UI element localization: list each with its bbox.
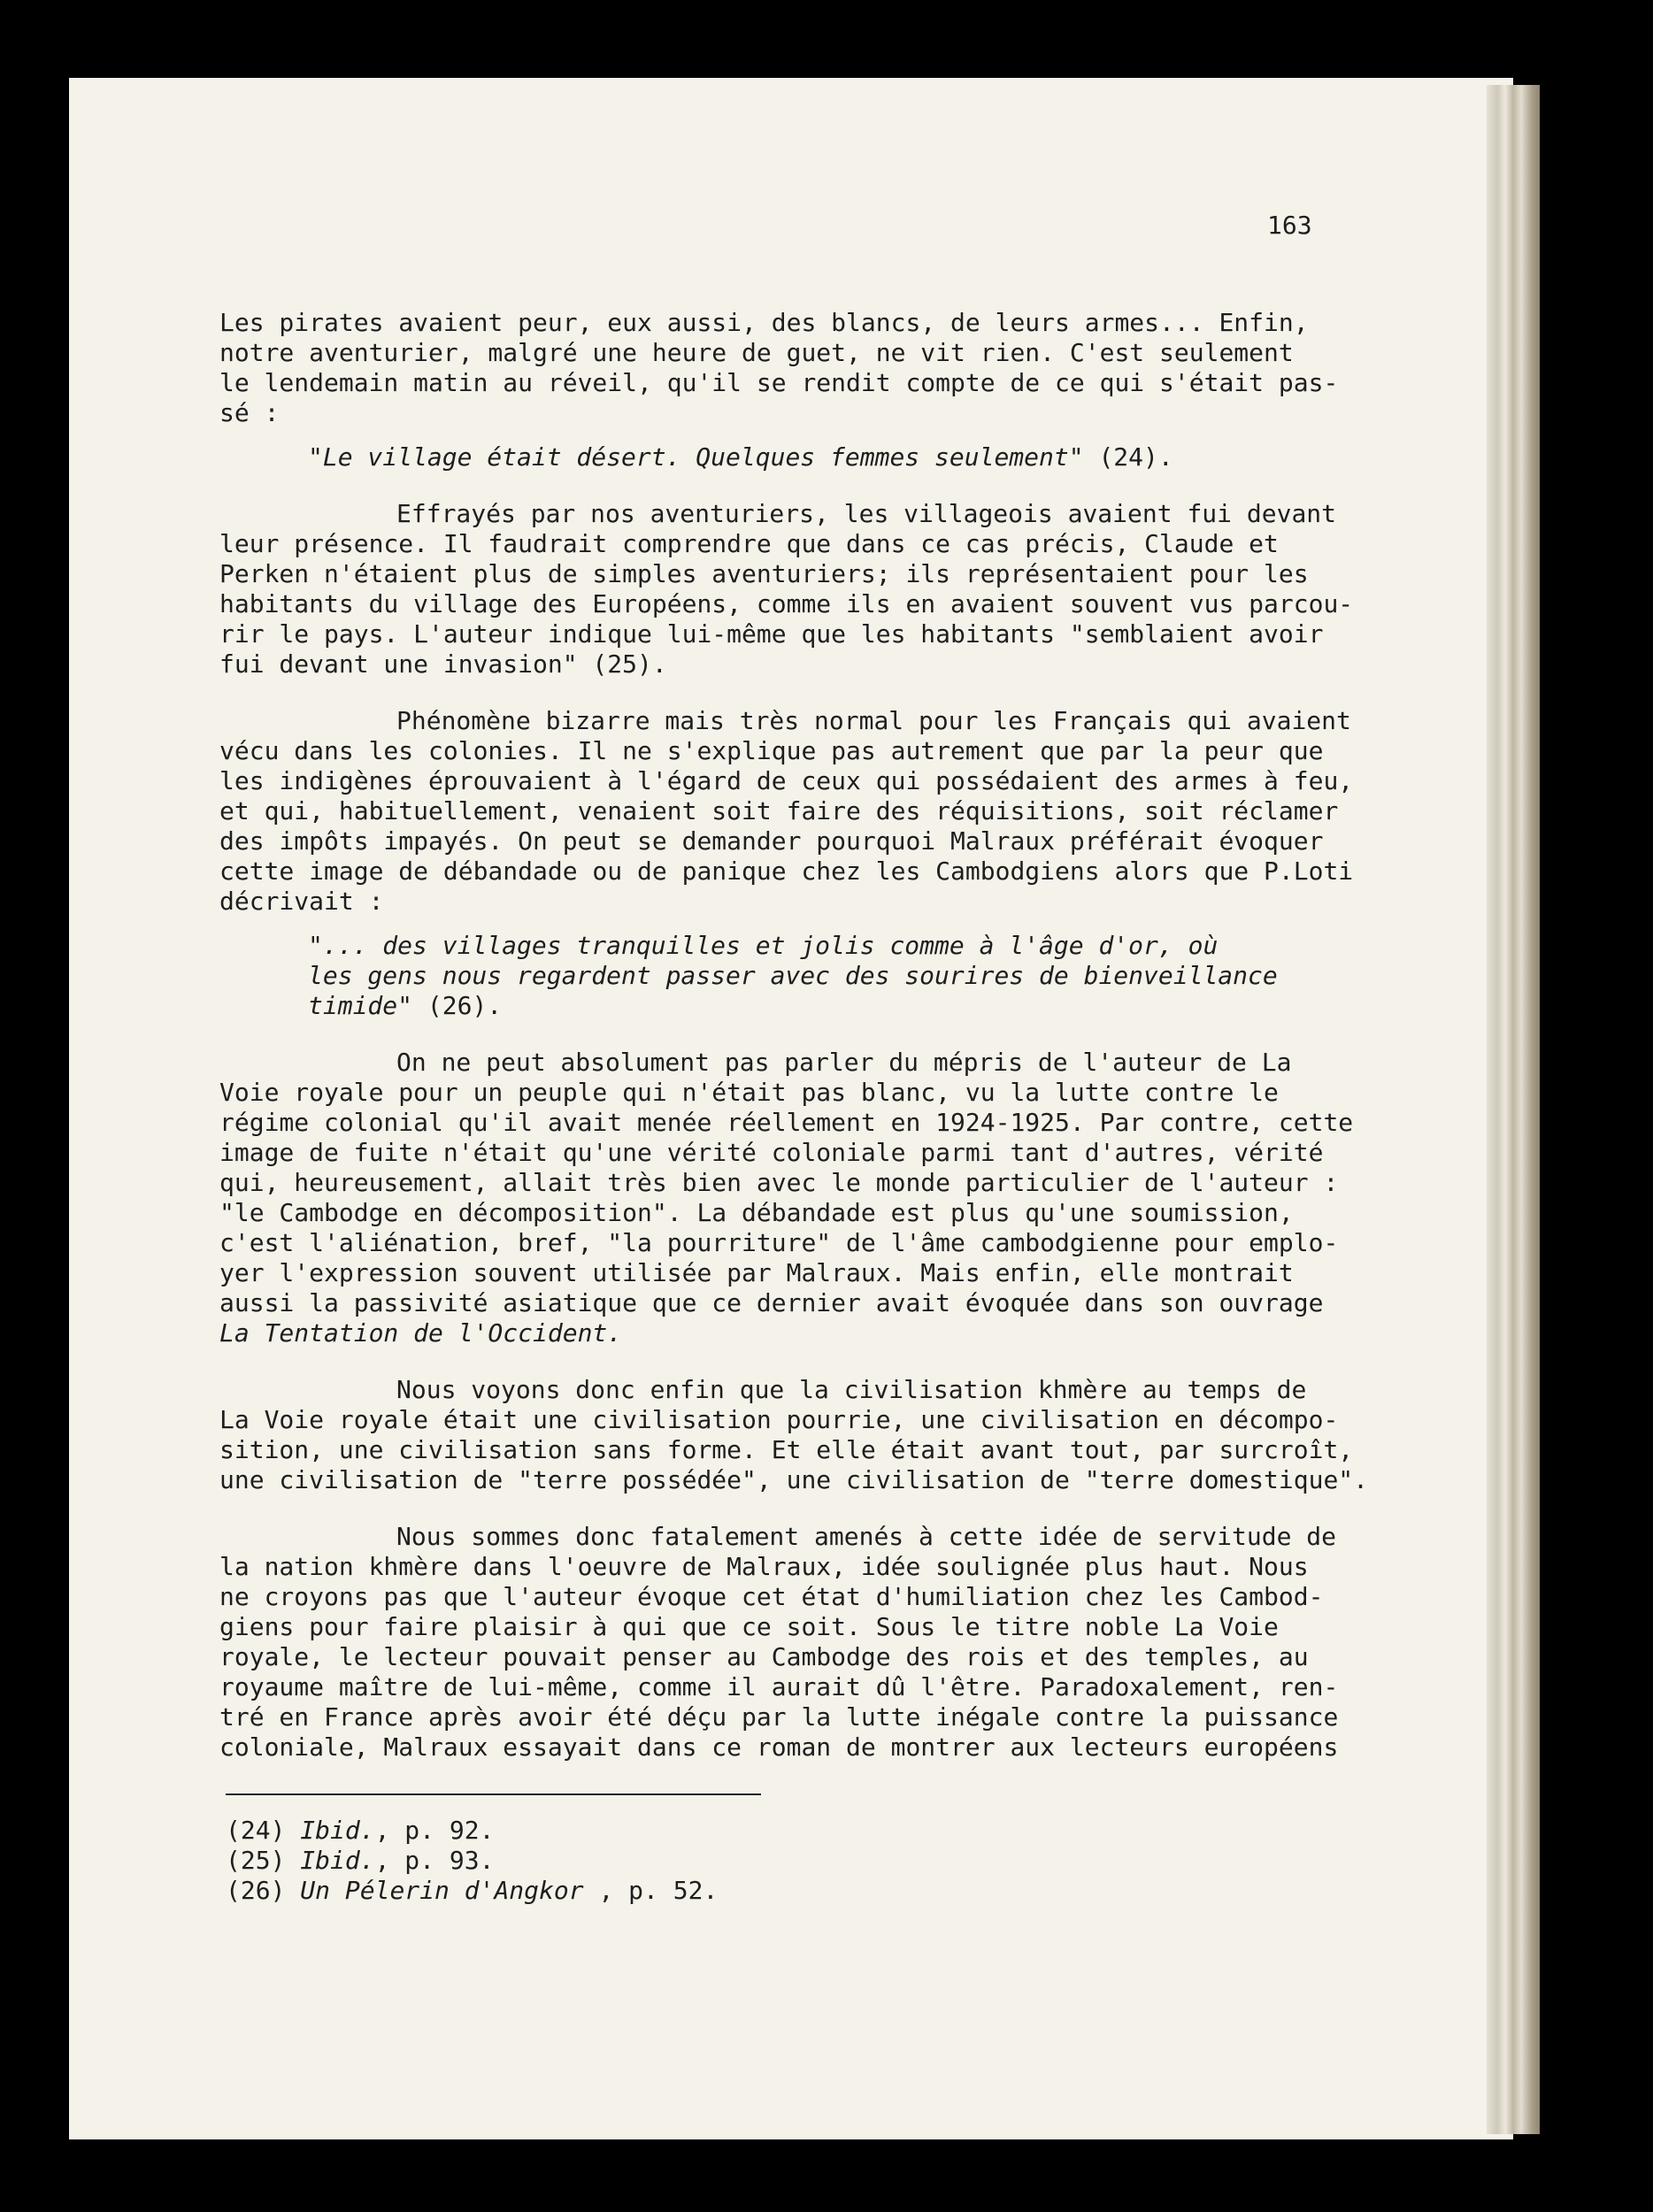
footnote-page: , p. 93. — [374, 1846, 495, 1875]
paragraph-5 — [219, 1375, 1370, 1495]
footnote-ref: Ibid. — [300, 1846, 375, 1875]
text-line: royale, le lecteur pouvait penser au Cambodge des rois et des temples, au — [219, 1642, 1309, 1671]
text-line: une civilisation de "terre possédée", une civilisation de "terre domestique". — [219, 1465, 1369, 1494]
text-line: leur présence. Il faudrait comprendre que dans ce cas précis, Claude et — [219, 529, 1279, 558]
quote-line: les gens nous regardent passer avec des sourires de bienveillance — [308, 961, 1278, 990]
text-line: Nous sommes donc fatalement amenés à cette idée de servitude de — [396, 1522, 1337, 1551]
text-line: image de fuite n'était qu'une vérité coloniale parmi tant d'autres, vérité — [219, 1138, 1324, 1167]
text-line: royaume maître de lui-même, comme il aurait dû l'être. Paradoxalement, ren- — [219, 1672, 1339, 1701]
page-edge-stack — [1487, 85, 1540, 2134]
paragraph-6 — [219, 1522, 1370, 1763]
text-line: des impôts impayés. On peut se demander pourquoi Malraux préférait évoquer — [219, 826, 1324, 856]
quotation-1 — [308, 442, 1370, 472]
text-line: les indigènes éprouvaient à l'égard de ceux qui possédaient des armes à feu, — [219, 766, 1354, 795]
text-line: La Tentation de l'Occident. — [219, 1318, 623, 1348]
text-line: La Voie royale était une civilisation pourrie, une civilisation en décompo- — [219, 1405, 1339, 1434]
footnote-ref: Ibid. — [300, 1816, 375, 1845]
text-line: et qui, habituellement, venaient soit faire des réquisitions, soit réclamer — [219, 796, 1339, 826]
text-line: Phénomène bizarre mais très normal pour les Français qui avaient — [396, 706, 1351, 735]
text-line: décrivait : — [219, 887, 384, 916]
text-line: sé : — [219, 398, 280, 427]
text-line: fui devant une invasion" (25). — [219, 649, 667, 679]
body-text — [219, 308, 1370, 1789]
footnote-24 — [226, 1816, 718, 1846]
text-line: habitants du village des Européens, comme ils en avaient souvent vus parcou- — [219, 589, 1354, 618]
text-line: régime colonial qu'il avait menée réellement en 1924-1925. Par contre, cette — [219, 1108, 1354, 1137]
text-line: On ne peut absolument pas parler du mépris de l'auteur de La — [396, 1048, 1292, 1077]
footnotes — [226, 1816, 718, 1906]
quote-reference: (24). — [1083, 442, 1173, 472]
footnote-number: (26) — [226, 1876, 286, 1905]
text-line: vécu dans les colonies. Il ne s'explique pas autrement que par la peur que — [219, 736, 1324, 765]
footnote-25 — [226, 1846, 718, 1876]
text-line: notre aventurier, malgré une heure de guet, ne vit rien. C'est seulement — [219, 338, 1294, 367]
text-line: Voie royale pour un peuple qui n'était pas blanc, vu la lutte contre le — [219, 1078, 1279, 1107]
text-line: tré en France après avoir été déçu par la lutte inégale contre la puissance — [219, 1702, 1339, 1732]
paragraph-4 — [219, 1048, 1370, 1348]
text-line: giens pour faire plaisir à qui que ce soit. Sous le titre noble La Voie — [219, 1612, 1279, 1641]
text-line: coloniale, Malraux essayait dans ce roman de montrer aux lecteurs européens — [219, 1732, 1339, 1762]
text-line: aussi la passivité asiatique que ce dernier avait évoquée dans son ouvrage — [219, 1288, 1324, 1317]
text-line: ne croyons pas que l'auteur évoque cet état d'humiliation chez les Cambod- — [219, 1582, 1324, 1611]
footnote-ref: Un Pélerin d'Angkor — [300, 1876, 584, 1905]
paragraph-2 — [219, 499, 1370, 680]
text-line: Les pirates avaient peur, eux aussi, des blancs, de leurs armes... Enfin, — [219, 308, 1309, 337]
footnote-page: , p. 52. — [583, 1876, 719, 1905]
text-line: la nation khmère dans l'oeuvre de Malraux, idée soulignée plus haut. Nous — [219, 1552, 1309, 1581]
quotation-2 — [308, 931, 1370, 1021]
page-number: 163 — [1267, 211, 1312, 240]
text-line: Effrayés par nos aventuriers, les villageois avaient fui devant — [396, 499, 1337, 528]
text-line: rir le pays. L'auteur indique lui-même que les habitants "semblaient avoir — [219, 619, 1324, 649]
footnote-26 — [226, 1876, 718, 1906]
footnote-page: , p. 92. — [374, 1816, 495, 1845]
text-line: cette image de débandade ou de panique chez les Cambodgiens alors que P.Loti — [219, 856, 1354, 886]
text-line: sition, une civilisation sans forme. Et elle était avant tout, par surcroît, — [219, 1435, 1354, 1464]
footnote-number: (25) — [226, 1846, 286, 1875]
text-line: "le Cambodge en décomposition". La débandade est plus qu'une soumission, — [219, 1198, 1294, 1227]
text-line: c'est l'aliénation, bref, "la pourriture" de l'âme cambodgienne pour emplo- — [219, 1228, 1339, 1257]
quote-line: "... des villages tranquilles et jolis comme à l'âge d'or, où — [308, 931, 1219, 960]
quote-reference: (26). — [412, 991, 503, 1020]
footnote-number: (24) — [226, 1816, 286, 1845]
paragraph-1 — [219, 308, 1370, 428]
paragraph-3 — [219, 706, 1370, 917]
quote-line: timide" — [308, 991, 413, 1020]
text-line: qui, heureusement, allait très bien avec le monde particulier de l'auteur : — [219, 1168, 1339, 1197]
text-line: Nous voyons donc enfin que la civilisation khmère au temps de — [396, 1375, 1307, 1404]
footnote-divider — [226, 1793, 761, 1795]
text-line: yer l'expression souvent utilisée par Malraux. Mais enfin, elle montrait — [219, 1258, 1294, 1287]
text-line: Perken n'étaient plus de simples aventuriers; ils représentaient pour les — [219, 559, 1309, 588]
quote-text: "Le village était désert. Quelques femmes seulement" — [308, 442, 1084, 472]
text-line: le lendemain matin au réveil, qu'il se rendit compte de ce qui s'était pas- — [219, 368, 1339, 397]
